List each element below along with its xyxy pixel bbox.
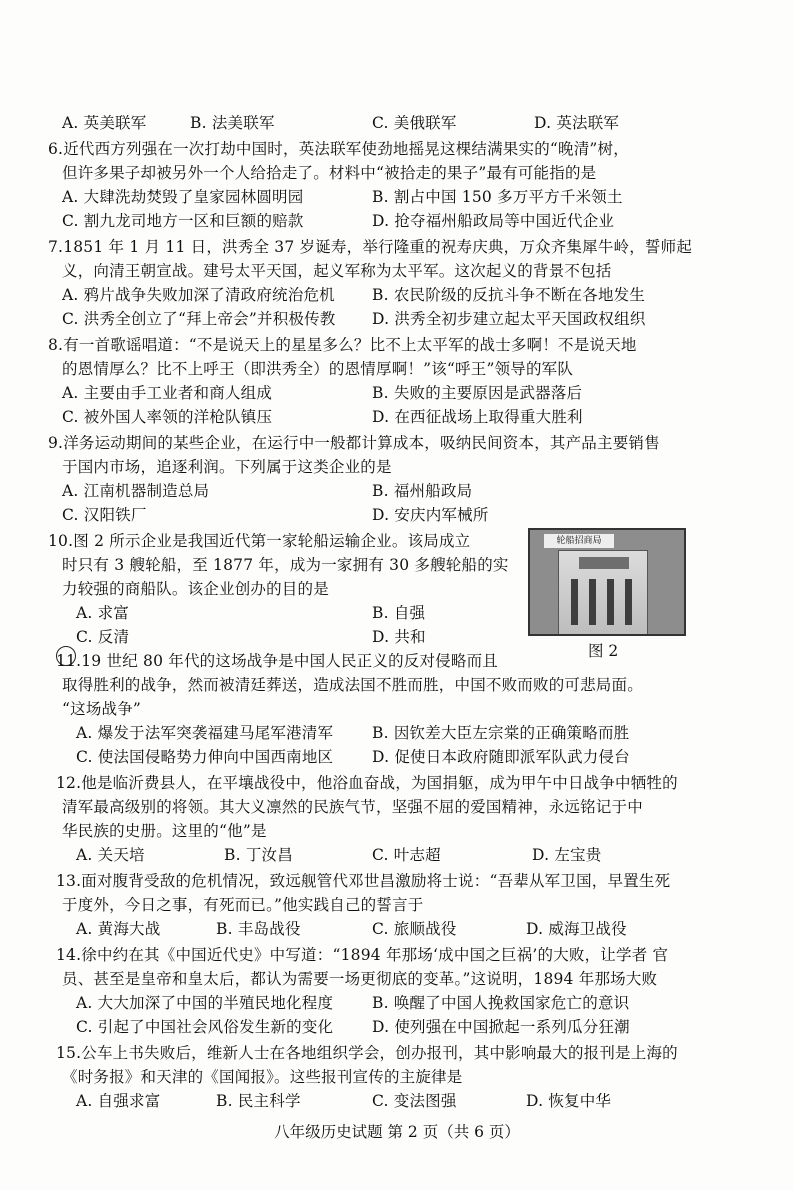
q12-option-b: B. 丁汝昌 [224,846,293,864]
building-window [589,579,596,625]
q15-stem-line-1: 15.公车上书失败后，维新人士在各地组织学会，创办报刊，其中影响最大的报刊是上海的 [56,1044,678,1062]
q11-option-a: A. 爆发于法军突袭福建马尾军港清军 [76,724,334,742]
q7-stem-line-2: 义，向清王朝宣战。建号太平天国，起义军称为太平军。这次起义的背景不包括 [62,262,612,280]
q8-option-a: A. 主要由手工业者和商人组成 [62,384,273,402]
q7-stem-line-1: 7.1851 年 1 月 11 日，洪秀全 37 岁诞寿，举行隆重的祝寿庆典，万众齐集犀牛岭，誓师起 [48,238,693,256]
q8-stem-line-2: 的恩情厚么？比不上呼王（即洪秀全）的恩情厚啊！”该“呼王”领导的军队 [62,360,574,378]
q13-option-a: A. 黄海大战 [76,920,161,938]
q6-option-d: D. 抢夺福州船政局等中国近代企业 [372,212,615,230]
q6-option-b: B. 割占中国 150 多万平方千米领土 [372,188,623,206]
building-window [607,579,614,625]
q14-stem-line-2: 员、甚至是皇帝和皇太后，都认为需要一场更彻底的变革。”这说明，1894 年那场大败 [62,970,658,988]
q12-stem-line-2: 清军最高级别的将领。其大义凛然的民族气节，坚强不屈的爱国精神，永远铭记于中 [62,798,643,816]
q14-stem-line-1: 14.徐中约在其《中国近代史》中写道：“1894 年那场‘成中国之巨祸’的大败，让学者 官 [56,946,669,964]
q6-option-a: A. 大肆洗劫焚毁了皇家园林圆明园 [62,188,304,206]
q10-option-c: C. 反清 [76,628,130,646]
building-window [625,579,632,625]
q10-stem-line-2: 时只有 3 艘轮船，至 1877 年，成为一家拥有 30 多艘轮船的实 [62,556,509,574]
q9-stem-line-1: 9.洋务运动期间的某些企业，在运行中一般都计算成本，吸纳民间资本，其产品主要销售 [48,434,660,452]
q12-stem-line-1: 12.他是临沂费县人，在平壤战役中，他浴血奋战，为国捐躯，成为甲午中日战争中牺牲的 [56,774,678,792]
q9-stem-line-2: 于国内市场，追逐利润。下列属于这类企业的是 [62,458,392,476]
q12-option-d: D. 左宝贵 [532,846,602,864]
q9-option-b: B. 福州船政局 [372,482,473,500]
q7-option-c: C. 洪秀全创立了“拜上帝会”并积极传教 [62,310,336,328]
q12-stem-line-3: 华民族的史册。这里的“他”是 [62,822,267,840]
q5-option-d: D. 英法联军 [534,114,620,132]
q15-option-a: A. 自强求富 [76,1092,161,1110]
q6-stem-line-2: 但许多果子却被另外一个人给拾走了。材料中“被拾走的果子”最有可能指的是 [62,164,597,182]
q8-option-b: B. 失败的主要原因是武器落后 [372,384,583,402]
q14-option-c: C. 引起了中国社会风俗发生新的变化 [76,1018,334,1036]
q13-option-d: D. 威海卫战役 [526,920,627,938]
q6-option-c: C. 割九龙司地方一区和巨额的赔款 [62,212,304,230]
q10-stem-line-3: 力较强的商船队。该企业创办的目的是 [62,580,329,598]
q13-option-c: C. 旅顺战役 [372,920,457,938]
q11-option-b: B. 因钦差大臣左宗棠的正确策略而胜 [372,724,630,742]
figure-2-caption: 图 2 [588,642,619,660]
q15-stem-line-2: 《时务报》和天津的《国闻报》。这些报刊宣传的主旋律是 [62,1068,463,1086]
q13-stem-line-2: 于度外，今日之事，有死而已。”他实践自己的誓言于 [62,896,424,914]
q12-option-c: C. 叶志超 [372,846,441,864]
q12-option-a: A. 关天培 [76,846,145,864]
q10-stem-line-1: 10.图 2 所示企业是我国近代第一家轮船运输企业。该局成立 [48,532,471,550]
page-footer: 八年级历史试题 第 2 页（共 6 页） [274,1123,520,1141]
q14-option-b: B. 唤醒了中国人挽救国家危亡的意识 [372,994,630,1012]
q11-stem-line-1: 11.19 世纪 80 年代的这场战争是中国人民正义的反对侵略而且 [56,652,498,670]
q11-option-d: D. 促使日本政府随即派军队武力侵台 [372,748,630,766]
q5-option-b: B. 法美联军 [190,114,275,132]
q5-option-c: C. 美俄联军 [372,114,457,132]
q15-option-b: B. 民主科学 [216,1092,301,1110]
q8-stem-line-1: 8.有一首歌谣唱道：“不是说天上的星星多么？比不上太平军的战士多啊！不是说天地 [48,336,637,354]
q7-option-b: B. 农民阶级的反抗斗争不断在各地发生 [372,286,646,304]
q7-option-d: D. 洪秀全初步建立起太平天国政权组织 [372,310,646,328]
building-window [571,579,578,625]
q15-option-c: C. 变法图强 [372,1092,457,1110]
figure-2-photo [528,528,686,636]
q15-option-d: D. 恢复中华 [526,1092,612,1110]
q11-stem-line-3: “这场战争” [62,700,142,718]
q9-option-a: A. 江南机器制造总局 [62,482,210,500]
q10-option-a: A. 求富 [76,604,130,622]
building-illustration [558,550,648,636]
q14-option-a: A. 大大加深了中国的半殖民地化程度 [76,994,334,1012]
q5-option-a: A. 英美联军 [62,114,147,132]
q8-option-d: D. 在西征战场上取得重大胜利 [372,408,583,426]
q9-option-d: D. 安庆内军械所 [372,506,489,524]
q9-option-c: C. 汉阳铁厂 [62,506,147,524]
building-roof [579,557,629,569]
q6-stem-line-1: 6.近代西方列强在一次打劫中国时，英法联军使劲地摇晃这棵结满果实的“晚清”树， [48,140,629,158]
figure-banner: 轮船招商局 [544,534,614,548]
q11-stem-line-2: 取得胜利的战争，然而被清廷葬送，造成法国不胜而胜，中国不败而败的可悲局面。 [62,676,643,694]
q10-option-d: D. 共和 [372,628,426,646]
q14-option-d: D. 使列强在中国掀起一系列瓜分狂潮 [372,1018,630,1036]
q13-stem-line-1: 13.面对腹背受敌的危机情况，致远舰管代邓世昌激励将士说：“吾辈从军卫国，早置生死 [56,872,671,890]
q11-option-c: C. 使法国侵略势力伸向中国西南地区 [76,748,334,766]
q8-option-c: C. 被外国人率领的洋枪队镇压 [62,408,273,426]
q10-option-b: B. 自强 [372,604,426,622]
q13-option-b: B. 丰岛战役 [216,920,301,938]
q7-option-a: A. 鸦片战争失败加深了清政府统治危机 [62,286,335,304]
